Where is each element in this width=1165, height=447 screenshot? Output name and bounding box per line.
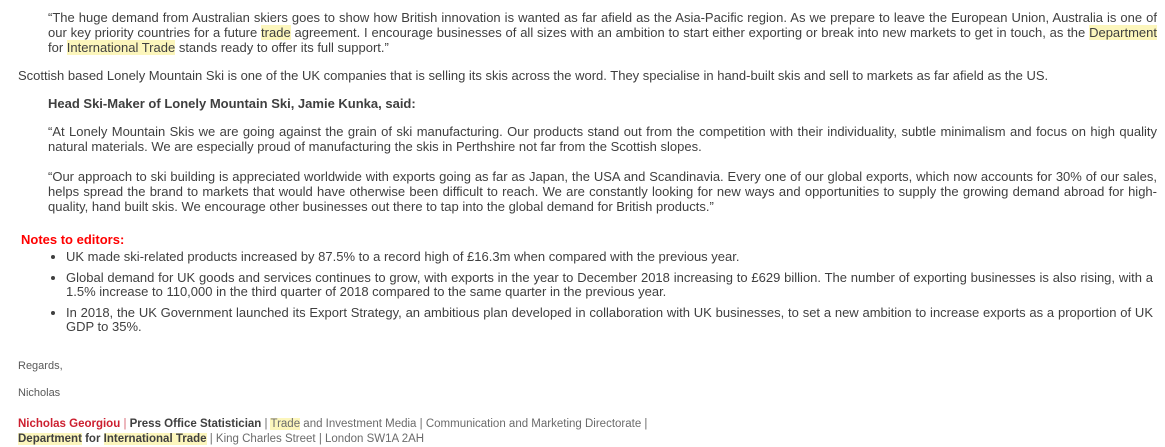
notes-bullet-item: • In 2018, the UK Government launched its Export Strategy, an ambitious plan developed in collaboration with UK businesses, to set a new ambition to increase exports as a proportion of UK GDP to 35%.: [66, 306, 1153, 334]
text-part: |: [120, 418, 130, 430]
text-part: agreement. I encourage businesses of all sizes with an ambition to start either exporting or break into new markets to get in touch, as the: [290, 25, 1090, 40]
notes-bullet-item: • Global demand for UK goods and services continues to grow, with exports in the year to December 2018 increasing to £629 billion. The number of exporting businesses is also rising, with a 1.5% increase to 110,000 in the third quarter of 2018 compared to the same quarter in the previous year.: [66, 271, 1153, 299]
highlighted-text: International Trade: [103, 433, 207, 445]
notes-to-editors-heading: Notes to editors:: [21, 232, 125, 247]
highlighted-text: Department: [18, 433, 82, 445]
notes-bullet-item: • UK made ski-related products increased by 87.5% to a record high of £16.3m when compared with the previous year.: [66, 250, 1153, 264]
notes-list: [18, 250, 1157, 334]
highlighted-text: International Trade: [66, 40, 176, 55]
highlighted-text: Trade: [270, 418, 301, 430]
quote-manufacturing-paragraph: “At Lonely Mountain Skis we are going against the grain of ski manufacturing. Our products stand out from the competition with their individuality, subtle minimalism and focus on high quality natural materials. We are especially proud of manufacturing the skis in Perthshire not far from the Scottish slopes.: [48, 124, 1157, 154]
text-part: and Investment Media | Communication and Marketing Directorate |: [300, 418, 648, 430]
text-part: for: [48, 40, 67, 55]
text-part: for: [81, 433, 104, 445]
quote-exports-paragraph: “Our approach to ski building is appreciated worldwide with exports going as far as Japan, the USA and Scandinavia. Every one of our global exports, which now accounts for 30% of our sales, helps spread the brand to markets that would have otherwise been difficult to reach. We are constantly looking for new ways and opportunities to supply the growing demand abroad for high-quality, hand built skis. We encourage other businesses out there to tap into the global demand for British products.”: [48, 169, 1157, 214]
signature-block: [18, 417, 1157, 447]
text-part: Nicholas Georgiou: [18, 418, 121, 430]
closing-regards: Regards,: [18, 360, 63, 372]
closing-name: Nicholas: [18, 387, 61, 399]
highlighted-text: Department: [1089, 25, 1157, 40]
text-part: stands ready to offer its full support.”: [175, 40, 389, 55]
text-part: |: [261, 418, 271, 430]
attribution-line: Head Ski-Maker of Lonely Mountain Ski, Jamie Kunka, said:: [48, 96, 416, 111]
minister-quote-paragraph: [48, 10, 1157, 55]
text-part: | King Charles Street | London SW1A 2AH: [206, 433, 425, 445]
text-part: “The huge demand from Australian skiers goes to show how British innovation is wanted as far afield as the Asia-Pacific region. As we prepare to leave the European Union, Australia is one of our key priority countries for a future: [48, 10, 1157, 40]
company-intro-paragraph: Scottish based Lonely Mountain Ski is one of the UK companies that is selling its skis across the word. They specialise in hand-built skis and sell to markets as far afield as the US.: [18, 68, 1049, 83]
signature-line-2: [18, 432, 1157, 447]
signature-line-1: [18, 417, 1157, 432]
closing-block: [18, 360, 1157, 400]
highlighted-text: trade: [261, 25, 291, 40]
text-part: Press Office Statistician: [129, 418, 262, 430]
